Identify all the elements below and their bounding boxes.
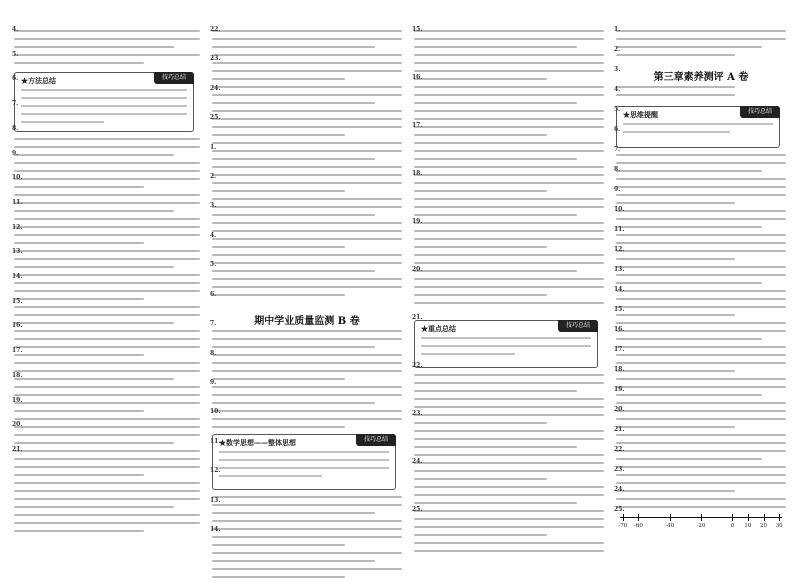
note-ribbon: 技巧总结 (740, 106, 780, 118)
question-number: 17. (12, 347, 23, 355)
question-number: 22. (210, 26, 221, 33)
question-number: 18. (12, 371, 23, 379)
question-number: 19. (412, 218, 423, 225)
question-number: 24. (210, 84, 221, 92)
number-line-tick (779, 514, 780, 521)
section-heading-chapter3-test-a: 第三章素养测评 A 卷 (653, 72, 749, 83)
text-block (212, 496, 402, 584)
text-block (14, 30, 200, 70)
question-number: 2. (210, 173, 217, 181)
question-number: 4. (12, 26, 19, 33)
number-line-tick (670, 514, 671, 521)
question-number: 14. (614, 286, 625, 293)
note-ribbon: 技巧总结 (154, 72, 194, 84)
note-title: ★思维提醒 (623, 110, 658, 119)
method-summary-note (14, 72, 194, 132)
question-number: 17. (412, 122, 423, 129)
question-number: 6. (12, 75, 19, 83)
question-number: 7. (614, 146, 621, 153)
question-number: 21. (412, 314, 423, 321)
note-ribbon: 技巧总结 (558, 320, 598, 332)
question-number: 15. (614, 306, 625, 313)
question-number: 14. (12, 273, 23, 281)
column-3 (412, 26, 604, 551)
question-number: 3. (614, 66, 621, 73)
question-number: 10. (12, 174, 23, 182)
question-number: 19. (614, 386, 625, 393)
question-number: 9. (614, 186, 621, 193)
question-number: 17. (614, 346, 625, 353)
note-title: ★数学思想——整体思想 (219, 438, 296, 447)
question-number: 15. (412, 26, 423, 33)
number-line-tick-label: -70 (618, 523, 628, 529)
question-number: 9. (210, 378, 217, 386)
question-number: 14. (210, 526, 221, 533)
question-number: 21. (12, 446, 23, 453)
question-number: 13. (210, 496, 221, 504)
question-number: 8. (12, 124, 19, 132)
question-number: 4. (210, 231, 217, 239)
number-line-tick (748, 514, 749, 521)
question-number: 6. (210, 290, 217, 298)
question-number: 16. (412, 74, 423, 81)
question-number: 12. (12, 223, 23, 231)
question-number: 1. (614, 26, 621, 33)
number-line (616, 507, 786, 533)
question-number: 12. (614, 246, 625, 253)
question-number: 23. (210, 55, 221, 63)
question-number: 10. (614, 206, 625, 213)
question-number: 6. (614, 126, 621, 133)
question-number: 24. (412, 458, 423, 465)
text-block (212, 30, 402, 302)
number-line-tick-label: 0 (730, 523, 735, 529)
question-number: 11. (12, 198, 23, 206)
question-number: 15. (12, 297, 23, 305)
question-number: 7. (12, 100, 19, 108)
question-number: 22. (412, 362, 423, 369)
question-number: 4. (614, 86, 621, 93)
question-number: 11. (614, 226, 625, 233)
question-number: 11. (210, 437, 221, 445)
number-line-tick (638, 514, 639, 521)
number-line-tick-label: -20 (696, 523, 706, 529)
question-number: 8. (614, 166, 621, 173)
question-number: 20. (12, 421, 23, 429)
question-number: 23. (614, 466, 625, 473)
number-line-tick (732, 514, 733, 521)
question-number: 13. (12, 248, 23, 256)
column-2 (210, 26, 402, 551)
number-line-tick-label: 30 (775, 523, 783, 529)
question-number: 1. (210, 143, 217, 151)
question-number: 7. (210, 320, 217, 328)
question-number: 25. (614, 506, 625, 513)
text-block (616, 154, 786, 514)
text-block (616, 86, 786, 102)
note-title: ★重点总结 (421, 324, 456, 333)
question-number: 18. (614, 366, 625, 373)
question-number: 18. (412, 170, 423, 177)
number-line-tick-label: -60 (634, 523, 643, 529)
text-block (14, 138, 200, 538)
question-number: 16. (614, 326, 625, 333)
integral-thinking-note (212, 434, 396, 490)
question-number: 3. (210, 202, 217, 210)
question-number: 24. (614, 486, 625, 493)
question-number: 25. (210, 114, 221, 122)
question-number: 5. (12, 50, 19, 58)
question-number: 22. (614, 446, 625, 453)
question-number: 13. (614, 266, 625, 273)
question-number: 23. (412, 410, 423, 417)
column-4 (614, 26, 786, 551)
thinking-reminder-note (616, 106, 780, 148)
text-block (212, 330, 402, 434)
question-number: 25. (412, 506, 423, 513)
question-number: 21. (614, 426, 625, 433)
number-line-tick (764, 514, 765, 521)
question-number: 19. (12, 396, 23, 404)
key-points-note (414, 320, 598, 368)
column-1 (12, 26, 200, 551)
text-block (616, 30, 786, 62)
number-line-tick-label: 20 (760, 523, 768, 529)
note-title: ★方法总结 (21, 76, 56, 85)
number-line-tick-label: -40 (665, 523, 675, 529)
question-number: 10. (210, 408, 221, 416)
number-line-tick (623, 514, 624, 521)
text-block (414, 374, 604, 558)
note-ribbon: 技巧总结 (356, 434, 396, 446)
question-number: 2. (614, 46, 621, 53)
number-line-tick-label: 10 (744, 523, 752, 529)
number-line-tick (701, 514, 702, 521)
question-number: 9. (12, 149, 19, 157)
question-number: 20. (412, 266, 423, 273)
question-number: 12. (210, 467, 221, 475)
question-number: 5. (614, 106, 621, 113)
question-number: 8. (210, 349, 217, 357)
question-number: 5. (210, 261, 217, 269)
question-number: 16. (12, 322, 23, 330)
section-heading-midterm-b: 期中学业质量监测 B 卷 (254, 316, 360, 327)
text-block (414, 30, 604, 310)
question-number: 20. (614, 406, 625, 413)
